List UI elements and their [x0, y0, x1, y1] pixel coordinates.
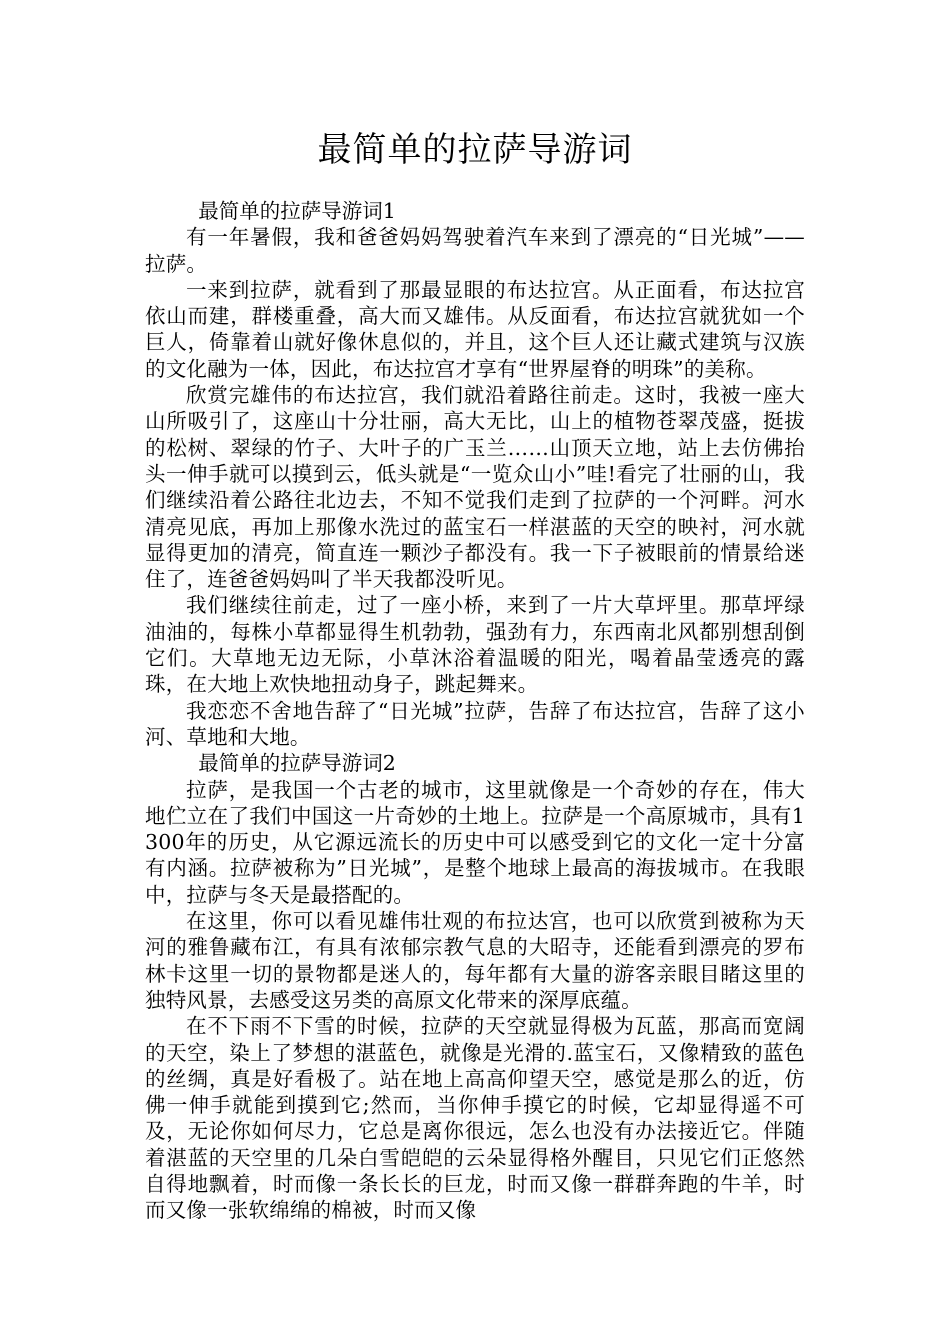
paragraph: 有一年暑假，我和爸爸妈妈驾驶着汽车来到了漂亮的“日光城”——拉萨。 [145, 225, 805, 276]
paragraph: 欣赏完雄伟的布达拉宫，我们就沿着路往前走。这时，我被一座大山所吸引了，这座山十分壮丽，高大无比，山上的植物苍翠茂盛，挺拔的松树、翠绿的竹子、大叶子的广玉兰……山顶天立地，站上去仿佛抬头一伸手就可以摸到云，低头就是“一览众山小”哇!看完了壮丽的山，我们继续沿着公路往北边去，不知不觉我们走到了拉萨的一个河畔。河水清亮见底，再加上那像水洗过的蓝宝石一样湛蓝的天空的映衬，河水就显得更加的清亮，简直连一颗沙子都没有。我一下子被眼前的情景给迷住了，连爸爸妈妈叫了半天我都没听见。 [145, 383, 805, 592]
section-heading: 最简单的拉萨导游词2 [198, 751, 396, 776]
paragraph: 一来到拉萨，就看到了那最显眼的布达拉宫。从正面看，布达拉宫依山而建，群楼重叠，高大而又雄伟。从反面看，布达拉宫就犹如一个巨人，倚靠着山就好像休息似的，并且，这个巨人还让藏式建筑与汉族的文化融为一体，因此，布达拉宫才享有“世界屋脊的明珠”的美称。 [145, 277, 805, 381]
paragraph: 拉萨，是我国一个古老的城市，这里就像是一个奇妙的存在，伟大地伫立在了我们中国这一片奇妙的土地上。拉萨是一个高原城市，具有1300年的历史，从它源远流长的历史中可以感受到它的文化一定十分富有内涵。拉萨被称为”日光城”，是整个地球上最高的海拔城市。在我眼中，拉萨与冬天是最搭配的。 [145, 777, 805, 907]
document-title: 最简单的拉萨导游词 [317, 130, 633, 170]
section-heading: 最简单的拉萨导游词1 [198, 199, 396, 223]
paragraph: 在这里，你可以看见雄伟壮观的布拉达宫，也可以欣赏到被称为天河的雅鲁藏布江，有具有浓郁宗教气息的大昭寺，还能看到漂亮的罗布林卡这里一切的景物都是迷人的，每年都有大量的游客亲眼目睹这里的独特风景，去感受这另类的高原文化带来的深厚底蕴。 [145, 909, 805, 1012]
document-body [145, 198, 805, 1224]
paragraph: 我们继续往前走，过了一座小桥，来到了一片大草坪里。那草坪绿油油的，每株小草都显得生机勃勃，强劲有力，东西南北风都别想刮倒它们。大草地无边无际，小草沐浴着温暖的阳光，喝着晶莹透亮的露珠，在大地上欢快地扭动身子，跳起舞来。 [145, 593, 805, 697]
paragraph: 我恋恋不舍地告辞了“日光城”拉萨，告辞了布达拉宫，告辞了这小河、草地和大地。 [145, 698, 805, 749]
paragraph: 在不下雨不下雪的时候，拉萨的天空就显得极为瓦蓝，那高而宽阔的天空，染上了梦想的湛蓝色，就像是光滑的.蓝宝石，又像精致的蓝色的丝绸，真是好看极了。站在地上高高仰望天空，感觉是那么的近，仿佛一伸手就能到摸到它;然而，当你伸手摸它的时候，它却显得遥不可及，无论你如何尽力，它总是离你很远，怎么也没有办法接近它。伴随着湛蓝的天空里的几朵白雪皑皑的云朵显得格外醒目，只见它们正悠然自得地飘着，时而像一条长长的巨龙，时而又像一群群奔跑的牛羊，时而又像一张软绵绵的棉被，时而又像 [145, 1014, 805, 1223]
